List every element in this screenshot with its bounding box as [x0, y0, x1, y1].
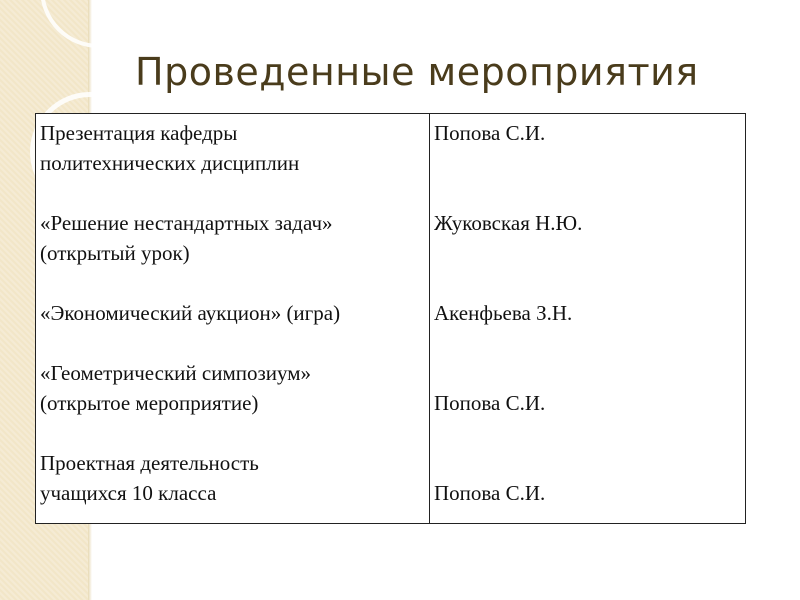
- event-5-line-2: учащихся 10 класса: [40, 481, 217, 505]
- event-1-line-1: Презентация кафедры: [40, 121, 238, 145]
- event-1-line-2: политехнических дисциплин: [40, 151, 300, 175]
- organizer-3: Акенфьева З.Н.: [433, 301, 573, 325]
- organizers-column: [429, 114, 745, 524]
- organizer-1: Попова С.И.: [433, 121, 546, 145]
- event-4-line-1: «Геометрический симпозиум»: [40, 361, 312, 385]
- organizer-5: Попова С.И.: [433, 481, 546, 505]
- event-3-line-1: «Экономический аукцион» (игра): [40, 301, 341, 325]
- organizer-2: Жуковская Н.Ю.: [433, 211, 583, 235]
- table-row: [36, 114, 746, 524]
- events-column: [36, 114, 430, 524]
- event-4-line-2: (открытое мероприятие): [40, 391, 259, 415]
- event-2-line-1: «Решение нестандартных задач»: [40, 211, 333, 235]
- events-table: [35, 113, 746, 524]
- slide-title: Проведенные мероприятия: [135, 50, 699, 94]
- event-2-line-2: (открытый урок): [40, 241, 190, 265]
- organizer-4: Попова С.И.: [433, 391, 546, 415]
- event-5-line-1: Проектная деятельность: [40, 451, 259, 475]
